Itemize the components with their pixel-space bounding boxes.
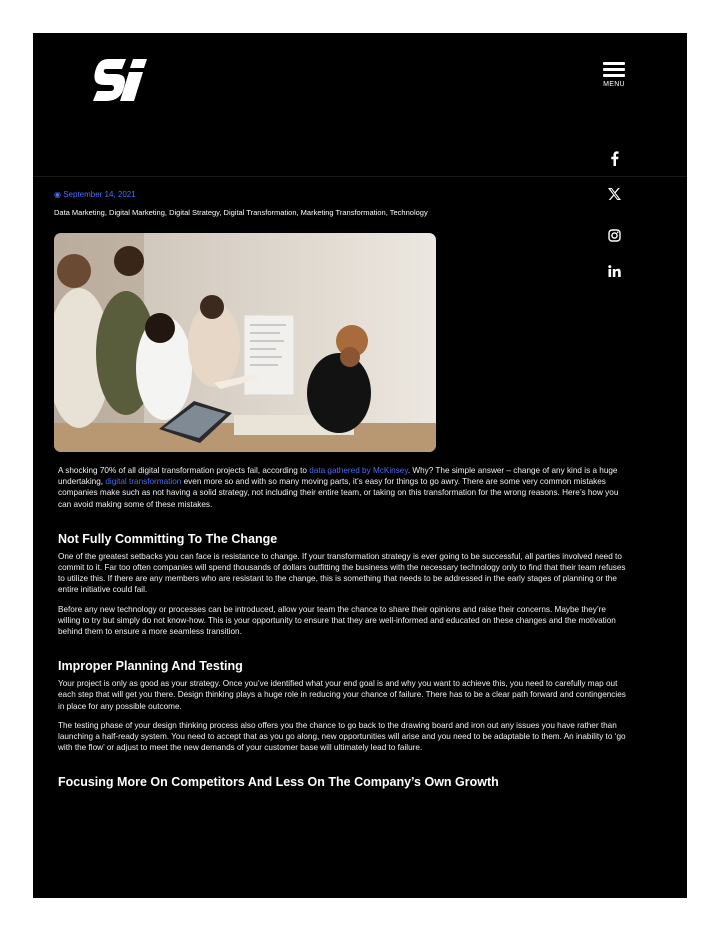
linkedin-icon[interactable] [603, 260, 625, 282]
category-link[interactable]: Marketing Transformation [300, 208, 386, 217]
intro-text: even more so and with so many moving parts, it’s easy for things to go awry. There are some very common mistakes companies make such as not having a solid strategy, not including their entire team, or taking on this transformation for the wrong reasons. Here’s how you can avoid making some of these mistakes. [58, 477, 619, 509]
hamburger-icon-bar [603, 74, 625, 77]
featured-image [54, 233, 436, 452]
clock-icon: ◉ [54, 190, 64, 199]
intro-text: A shocking 70% of all digital transformation projects fail, according to [58, 466, 310, 475]
logo-icon [92, 57, 152, 105]
mckinsey-link[interactable]: data gathered by McKinsey [309, 466, 408, 475]
menu-button[interactable] [600, 62, 628, 88]
section-paragraph: Your project is only as good as your strategy. Once you’ve identified what your end goal is and why you want to achieve this, you need to carefully map out each step that will get you there. Design thinking plays a huge role in reducing your chance of failure. There has to be a clear path forward and contingencies in place for any possible outcome. [58, 679, 626, 711]
section-paragraph: The testing phase of your design thinking process also offers you the chance to go back to the drawing board and iron out any issues you have rather than launching a half-ready system. You need to accept that as you go along, new opportunities will arise and you need to be adaptable to them. An inability to ‘go with the flow’ or adjust to meet the new demands of your customer base will ultimately lead to failure. [58, 720, 626, 753]
section-heading: Improper Planning And Testing [58, 659, 243, 674]
post-categories: Data Marketing, Digital Marketing, Digital Strategy, Digital Transformation, Marketing Transformation, Technology [54, 208, 428, 217]
digital-transformation-link[interactable]: digital transformation [105, 477, 182, 487]
category-link[interactable]: Digital Strategy [169, 208, 220, 217]
section-heading: Not Fully Committing To The Change [58, 531, 278, 546]
section-paragraph: Before any new technology or processes can be introduced, allow your team the chance to share their opinions and raise their concerns. Maybe they’re willing to try but simply do not know-how. This is your opportunity to ensure that they are well-informed and educated on these changes and the motivation behind them to ensure a more seamless transition. [58, 604, 616, 637]
category-link[interactable]: Digital Transformation [223, 208, 297, 217]
site-logo[interactable] [92, 57, 152, 110]
section-heading: Focusing More On Competitors And Less On The Company’s Own Growth [58, 775, 499, 790]
category-link[interactable]: Technology [389, 208, 428, 217]
menu-label: MENU [603, 81, 625, 88]
x-icon[interactable] [603, 183, 625, 205]
intro-text: . Why? The simple answer – change of any kind is a huge undertaking, [58, 466, 618, 487]
post-date [54, 190, 136, 199]
intro-paragraph [58, 465, 628, 510]
header-divider [33, 176, 687, 177]
category-link[interactable]: Data Marketing [54, 208, 105, 217]
post-content [58, 465, 628, 794]
hamburger-icon-bar [603, 68, 625, 71]
section-paragraph: One of the greatest setbacks you can face is resistance to change. If your transformation strategy is ever going to be successful, all parties involved need to commit to it. Far too often companies will spend thousands of dollars outfitting the business with the necessary technology only to find that their team refuses to utilize this. If there are any members who are resistant to the change, this is something that needs to be addressed in the early stages of planning or the entire initiative could fail. [58, 551, 626, 595]
page [33, 33, 687, 898]
instagram-icon[interactable] [603, 224, 625, 246]
category-link[interactable]: Digital Marketing [109, 208, 165, 217]
post-date-text: September 14, 2021 [63, 190, 136, 199]
facebook-icon[interactable] [603, 147, 625, 169]
hamburger-icon [603, 62, 625, 65]
